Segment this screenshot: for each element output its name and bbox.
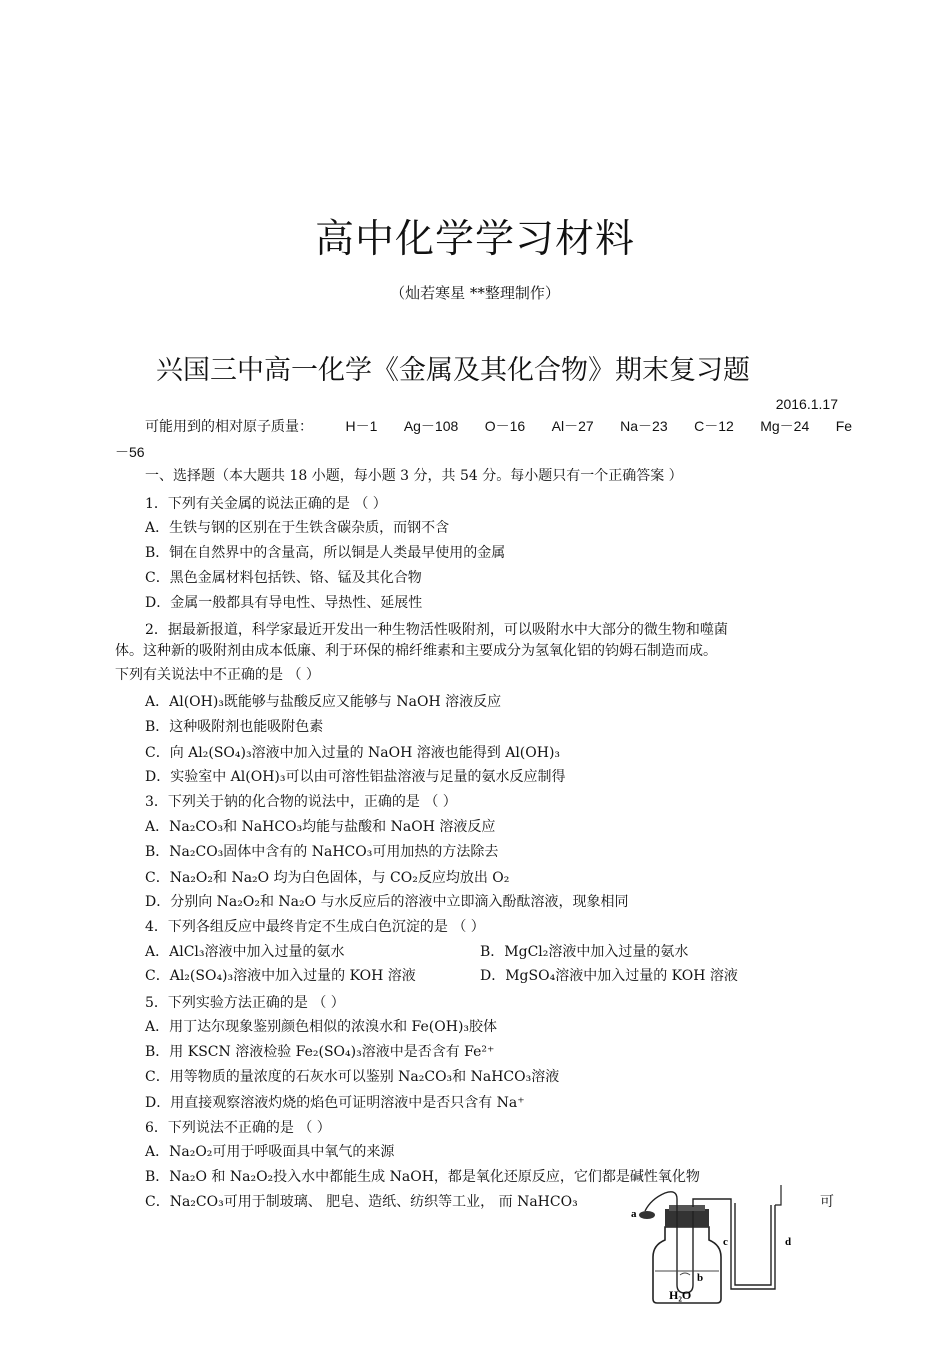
option-line: A．AlCl₃溶液中加入过量的氨水 bbox=[145, 944, 345, 960]
mass-item: Al－27 bbox=[551, 418, 594, 434]
option-line: D．金属一般都具有导电性、导热性、延展性 bbox=[145, 595, 423, 611]
label-c: c bbox=[723, 1236, 728, 1248]
option-line: B．MgCl₂溶液中加入过量的氨水 bbox=[480, 944, 689, 960]
delivery-tube-inner bbox=[735, 1203, 771, 1285]
option-line: C．Al₂(SO₄)₃溶液中加入过量的 KOH 溶液 bbox=[145, 968, 416, 984]
subtitle: （灿若寒星 **整理制作） bbox=[390, 284, 560, 302]
option-line: B．Na₂CO₃固体中含有的 NaHCO₃可用加热的方法除去 bbox=[145, 844, 499, 860]
question-line: 下列有关说法中不正确的是 （ ） bbox=[115, 667, 320, 683]
option-line: D．用直接观察溶液灼烧的焰色可证明溶液中是否只含有 Na⁺ bbox=[145, 1095, 525, 1111]
option-line: B．用 KSCN 溶液检验 Fe₂(SO₄)₃溶液中是否含有 Fe²⁺ bbox=[145, 1044, 495, 1060]
label-water: H₂O bbox=[669, 1288, 692, 1302]
question-line: 5．下列实验方法正确的是 （ ） bbox=[145, 995, 345, 1011]
option-line: A．Al(OH)₃既能够与盐酸反应又能够与 NaOH 溶液反应 bbox=[145, 694, 502, 710]
stopper-top bbox=[669, 1205, 705, 1211]
bulb-a bbox=[639, 1211, 655, 1219]
stopper bbox=[665, 1209, 709, 1227]
option-line: A．用丁达尔现象鉴别颜色相似的浓溴水和 Fe(OH)₃胶体 bbox=[145, 1019, 498, 1035]
question-line: 1．下列有关金属的说法正确的是 （ ） bbox=[145, 496, 387, 512]
mass-item: C－12 bbox=[694, 418, 734, 434]
atomic-mass-line bbox=[145, 416, 852, 437]
question-line: 3．下列关于钠的化合物的说法中，正确的是 （ ） bbox=[145, 794, 457, 810]
section-heading: 一、选择题（本大题共 18 小题，每小题 3 分，共 54 分。每小题只有一个正确答案 ） bbox=[145, 468, 683, 484]
mass-item: O－16 bbox=[484, 418, 526, 434]
option-line: B．这种吸附剂也能吸附色素 bbox=[145, 719, 324, 735]
apparatus-figure bbox=[625, 1185, 825, 1305]
option-line: B．铜在自然界中的含量高，所以铜是人类最早使用的金属 bbox=[145, 545, 506, 561]
question-line: 4．下列各组反应中最终肯定不生成白色沉淀的是 （ ） bbox=[145, 919, 485, 935]
option-line: C．Na₂O₂和 Na₂O 均为白色固体，与 CO₂反应均放出 O₂ bbox=[145, 870, 510, 886]
atomic-mass-label: 可能用到的相对原子质量： bbox=[145, 419, 313, 435]
mass-item: Na－23 bbox=[620, 418, 668, 434]
option-line: D．分别向 Na₂O₂和 Na₂O 与水反应后的溶液中立即滴入酚酞溶液，现象相同 bbox=[145, 894, 629, 910]
mass-item: Fe bbox=[835, 418, 853, 434]
page-title: 高中化学学习材料 bbox=[314, 217, 635, 262]
test-tube-bottom bbox=[680, 1273, 690, 1275]
question-line: 体。这种新的吸附剂由成本低廉、利于环保的棉纤维素和主要成分为氢氧化铝的钧姆石制造而成。 bbox=[115, 643, 717, 659]
option-line: C．向 Al₂(SO₄)₃溶液中加入过量的 NaOH 溶液也能得到 Al(OH)₃ bbox=[145, 745, 561, 761]
exam-title: 兴国三中高一化学《金属及其化合物》期末复习题 bbox=[156, 355, 750, 386]
mass-item: Mg－24 bbox=[760, 418, 810, 434]
option-line: C．黑色金属材料包括铁、铬、锰及其化合物 bbox=[145, 570, 422, 586]
question-line: 2．据最新报道，科学家最近开发出一种生物活性吸附剂，可以吸附水中大部分的微生物和噬菌 bbox=[145, 622, 728, 638]
atomic-mass-wrap: －56 bbox=[115, 444, 145, 460]
exam-date: 2016.1.17 bbox=[775, 396, 838, 412]
label-a: a bbox=[631, 1208, 637, 1220]
mass-item: Ag－108 bbox=[403, 418, 459, 434]
option-line: D．MgSO₄溶液中加入过量的 KOH 溶液 bbox=[480, 968, 738, 984]
option-line: C．用等物质的量浓度的石灰水可以鉴别 Na₂CO₃和 NaHCO₃溶液 bbox=[145, 1069, 560, 1085]
option-line: B．Na₂O 和 Na₂O₂投入水中都能生成 NaOH，都是氧化还原反应，它们都是碱性氧化物 bbox=[145, 1169, 700, 1185]
option-line-tail: 可 bbox=[820, 1194, 834, 1210]
mass-item: H－1 bbox=[345, 418, 378, 434]
option-line: A．Na₂CO₃和 NaHCO₃均能与盐酸和 NaOH 溶液反应 bbox=[145, 819, 496, 835]
question-line: 6．下列说法不正确的是 （ ） bbox=[145, 1120, 331, 1136]
label-d: d bbox=[785, 1236, 792, 1248]
option-line: A．生铁与钢的区别在于生铁含碳杂质，而钢不含 bbox=[145, 520, 450, 536]
option-line: A．Na₂O₂可用于呼吸面具中氧气的来源 bbox=[145, 1144, 395, 1160]
option-line: C．Na₂CO₃可用于制玻璃、 肥皂、造纸、纺织等工业， 而 NaHCO₃ bbox=[145, 1194, 578, 1210]
label-b: b bbox=[697, 1272, 704, 1284]
option-line: D．实验室中 Al(OH)₃可以由可溶性铝盐溶液与足量的氨水反应制得 bbox=[145, 769, 566, 785]
tube-d bbox=[775, 1185, 781, 1205]
